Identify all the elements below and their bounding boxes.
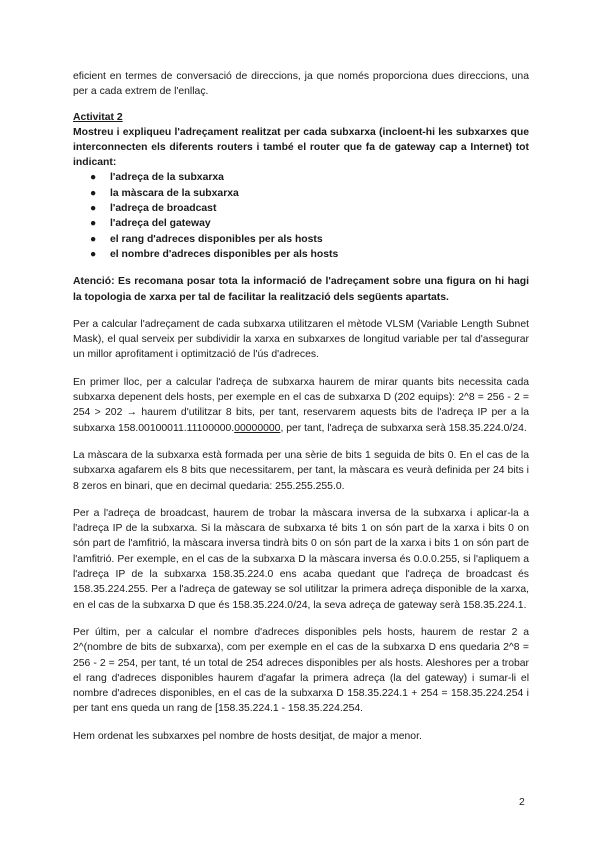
vlsm-paragraph: Per a calcular l'adreçament de cada subxarxa utilitzaren el mètode VLSM (Variable Length Subnet Mask), el qual serveix per subdividir la xarxa en subxarxes de longitud variable per tal d'assegurar un millor aprofitament i optimització de l'ús d'adreces. [73, 318, 529, 361]
bullet-icon: ● [90, 172, 97, 184]
page-number: 2 [519, 797, 525, 808]
bullet-icon: ● [90, 248, 97, 260]
ordering-paragraph: Hem ordenat les subxarxes pel nombre de hosts desitjat, de major a menor. [73, 730, 422, 742]
list-item: ● l'adreça de broadcast [90, 201, 529, 216]
broadcast-paragraph: Per a l'adreça de broadcast, haurem de trobar la màscara inversa de la subxarxa i aplicar-la a l'adreça IP de la subxarxa. Si la màscara de subxarxa té bits 1 on són part de la xarxa i bits 0 on són part de l'amfitrió, la màscara inversa tindrà bits 0 on són part de la xarxa i bits 1 on són part de l'amfitrió. Per exemple, en el cas de la subxarxa D la màscara inversa és 0.0.0.255, si l'apliquem a l'adreça IP de la subxarxa 158.35.224.0 ens acaba quedant que l'adreça de broadcast és 158.35.224.255. Per a l'adreça de gateway se sol utilitzar la primera adreça disponible de la xarxa, en el cas de la subxarxa D que és 158.35.224.0/24, la seva adreça de gateway serà 158.35.224.1. [73, 507, 529, 611]
mask-paragraph: La màscara de la subxarxa està formada per una sèrie de bits 1 seguida de bits 0. En el cas de la subxarxa agafarem els 8 bits que necessitarem, per tant, la màscara es veurà definida per 24 bits i 8 zeros en binari, que en decimal quedaria: 255.255.255.0. [73, 449, 529, 492]
list-item: ● l'adreça del gateway [90, 216, 529, 231]
host-count-paragraph: Per últim, per a calcular el nombre d'adreces disponibles pels hosts, haurem de restar 2 a 2^(nombre de bits de subxarxa), com per exemple en el cas de la subxarxa D ens quedaria 2^8 = 256 - 2 = 254, per tant, té un total de 254 adreces disponibles per als hosts. Aleshores per a trobar el rang d'adreces disponibles haurem d'agafar la primera adreça (la del gateway) i sumar-li el nombre d'adreces disponibles, en el cas de la subxarxa D 158.35.224.1 + 254 = 158.35.224.254 i per tant ens queda un rang de [158.35.224.1 - 158.35.224.254. [73, 626, 529, 715]
bullet-icon: ● [90, 218, 97, 230]
list-item: ● el nombre d'adreces disponibles per als hosts [90, 247, 529, 262]
bullet-icon: ● [90, 187, 97, 199]
list-item: ● l'adreça de la subxarxa [90, 170, 529, 185]
subnet-address-paragraph: En primer lloc, per a calcular l'adreça de subxarxa haurem de mirar quants bits necessita cada subxarxa depenent dels hosts, per exemple en el cas de subxarxa D (202 equips): 2^8 = 256 - 2 = 254 > 202 → haurem d'utilitzar 8 bits, per tant, reservarem aquests bits de l'adreça IP per a la subxarxa 158.00100011.11100000.00000000, per tant, l'adreça de subxarxa serà 158.35.224.0/24. [73, 376, 529, 434]
bullet-icon: ● [90, 233, 97, 245]
activity-heading: Activitat 2 [73, 111, 123, 123]
attention-note: Atenció: Es recomana posar tota la informació de l'adreçament sobre una figura on hi hagi la topologia de xarxa per tal de facilitar la realització dels següents apartats. [73, 276, 529, 303]
activity-prompt: Mostreu i expliqueu l'adreçament realitzat per cada subxarxa (incloent-hi les subxarxes que interconnecten els diferents routers i també el router que fa de gateway cap a Internet) tot indicant: [73, 126, 529, 169]
document-body [73, 69, 529, 744]
list-item: ● el rang d'adreces disponibles per als hosts [90, 232, 529, 247]
list-item: ● la màscara de la subxarxa [90, 186, 529, 201]
requirements-list [73, 170, 529, 262]
intro-paragraph: eficient en termes de conversació de direccions, ja que només proporciona dues direccions, una per a cada extrem de l'enllaç. [73, 71, 529, 98]
bullet-icon: ● [90, 203, 97, 215]
underlined-bits: 00000000 [234, 422, 281, 434]
